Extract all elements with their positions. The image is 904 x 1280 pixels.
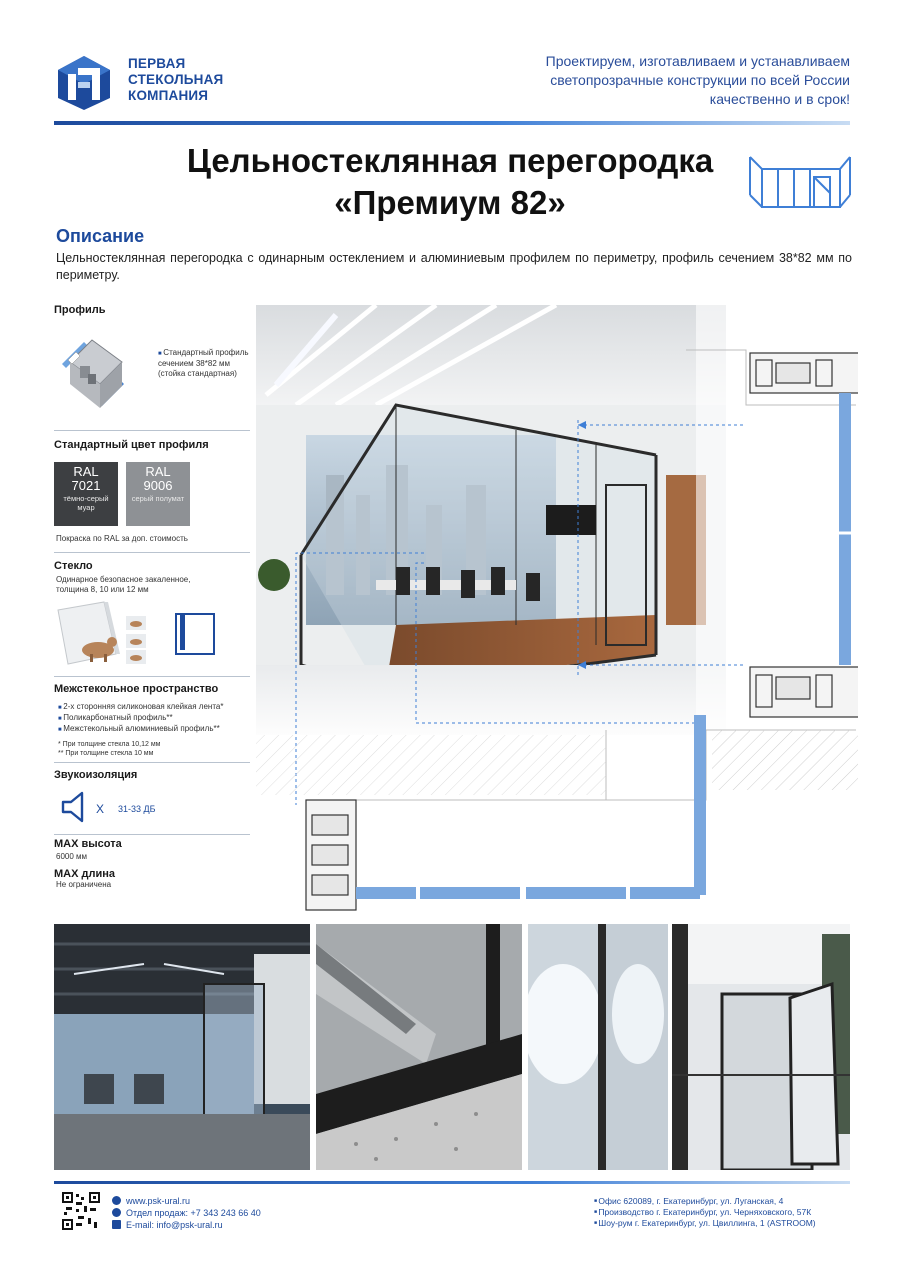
email-link[interactable]: E-mail: info@psk-ural.ru	[112, 1220, 261, 1231]
section-divider	[54, 762, 250, 763]
max-length-heading: MAX длина	[54, 868, 115, 880]
glass-text: Одинарное безопасное закаленное, толщина 8, 10 или 12 мм	[56, 575, 191, 594]
section-divider	[54, 834, 250, 835]
company-logo	[54, 54, 234, 110]
swatch-ral-7021: RAL 7021 тёмно-серый муар	[54, 462, 118, 526]
profile-section-image	[58, 322, 150, 414]
addresses-block	[594, 1196, 816, 1229]
section-divider	[54, 552, 250, 553]
tagline: Проектируем, изготавливаем и устанавливаем светопрозрачные конструкции по всей России качественно и в срок!	[545, 53, 850, 107]
header-divider	[54, 121, 850, 125]
color-note: Покраска по RAL за доп. стоимость	[56, 534, 188, 543]
address-production: ■ Производство г. Екатеринбург, ул. Черняховского, 57К	[594, 1207, 816, 1218]
sound-heading: Звукоизоляция	[54, 769, 138, 781]
photo-glass-door	[672, 924, 850, 1170]
room-render-with-sections	[256, 305, 858, 915]
swatch-ral-9006: RAL 9006 серый полумат	[126, 462, 190, 526]
address-showroom: ■ Шоу-рум г. Екатеринбург, ул. Цвиллинга, 1 (ASTROOM)	[594, 1218, 816, 1229]
profile-note: ■ Стандартный профиль сечением 38*82 мм (стойка стандартная)	[158, 348, 252, 379]
phone-link[interactable]: Отдел продаж: +7 343 243 66 40	[112, 1208, 261, 1219]
profile-heading: Профиль	[54, 304, 106, 316]
photo-office-corridor	[54, 924, 310, 1170]
speaker-icon	[60, 790, 94, 824]
gap-notes: * При толщине стекла 10,12 мм ** При толщине стекла 10 мм	[58, 741, 161, 757]
address-office: ■ Офис 620089, г. Екатеринбург, ул. Луганская, 4	[594, 1196, 816, 1207]
logo-mark-icon	[54, 54, 114, 110]
phone-icon	[112, 1208, 121, 1217]
max-height-value: 6000 мм	[56, 852, 88, 861]
page-title: Цельностеклянная перегородка «Премиум 82»	[186, 142, 714, 221]
photo-glass-detail	[528, 924, 668, 1170]
sound-value: 31-33 ДБ	[118, 804, 156, 814]
section-divider	[54, 430, 250, 431]
gap-item: ■ Межстекольный алюминиевый профиль**	[58, 724, 258, 735]
glass-sample-image	[56, 600, 216, 666]
section-divider	[54, 676, 250, 677]
gap-item: ■ 2-х сторонняя силиконовая клейкая лента*	[58, 702, 258, 713]
mail-icon	[112, 1220, 121, 1229]
footer-divider	[54, 1181, 850, 1184]
qr-code-icon[interactable]	[62, 1192, 100, 1230]
gap-list	[58, 702, 258, 735]
glass-heading: Стекло	[54, 560, 93, 572]
website-link[interactable]: www.psk-ural.ru	[112, 1196, 261, 1207]
photo-profile-corner	[316, 924, 522, 1170]
sound-symbol: X	[96, 802, 105, 816]
company-name: ПЕРВАЯ СТЕКОЛЬНАЯ КОМПАНИЯ	[128, 56, 224, 103]
color-heading: Стандартный цвет профиля	[54, 439, 209, 451]
gap-item: ■ Поликарбонатный профиль**	[58, 713, 258, 724]
gap-heading: Межстекольное пространство	[54, 683, 219, 695]
contacts-block	[112, 1196, 261, 1232]
globe-icon	[112, 1196, 121, 1205]
max-height-heading: MAX высота	[54, 838, 122, 850]
max-length-value: Не ограничена	[56, 880, 112, 889]
description-text: Цельностеклянная перегородка с одинарным остеклением и алюминиевым профилем по периметру, профиль сечением 38*82 мм по периметру.	[56, 251, 852, 282]
description-heading: Описание	[56, 226, 145, 246]
partition-plan-icon	[748, 155, 852, 213]
